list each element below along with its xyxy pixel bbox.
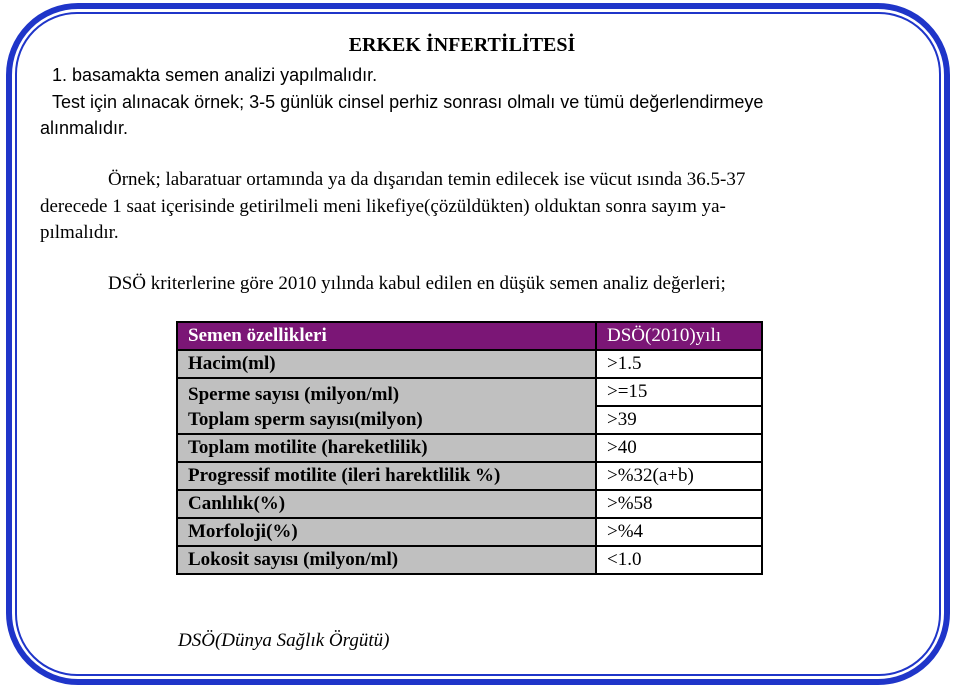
footnote: DSÖ(Dünya Sağlık Örgütü) [178,630,390,651]
row-label: Hacim(ml) [177,350,596,378]
table-row [177,518,762,546]
intro-line-1: 1. basamakta semen analizi yapılmalıdır. [52,65,378,85]
row-label: Morfoloji(%) [177,518,596,546]
row-label [177,378,596,434]
row-label-line: Toplam sperm sayısı(milyon) [188,409,423,430]
row-value: >=15 [596,378,762,406]
row-value: <1.0 [596,546,762,574]
table-row [177,434,762,462]
table-row [177,462,762,490]
sample-line-1: Örnek; labaratuar ortamında ya da dışarıdan temin edilecek ise vücut ısında 36.5-37 [108,169,746,190]
row-value: >39 [596,406,762,434]
row-label: Progressif motilite (ileri harektlilik %) [177,462,596,490]
row-label-line: Sperme sayısı (milyon/ml) [188,384,400,405]
page-title: ERKEK İNFERTİLİTESİ [348,34,576,56]
header-label: Semen özellikleri [177,322,596,350]
row-value: >%32(a+b) [596,462,762,490]
table-row [177,350,762,378]
row-value: >%4 [596,518,762,546]
table-row [177,490,762,518]
row-value: >1.5 [596,350,762,378]
semen-criteria-table [176,321,763,575]
sample-line-3: pılmalıdır. [40,222,119,243]
intro-line-2: Test için alınacak örnek; 3-5 günlük cinsel perhiz sonrası olmalı ve tümü değerlendirmeye [52,92,764,112]
row-value: >%58 [596,490,762,518]
table-row [177,546,762,574]
row-label: Lokosit sayısı (milyon/ml) [177,546,596,574]
table-row [177,378,762,406]
header-value: DSÖ(2010)yılı [596,322,762,350]
row-label: Canlılık(%) [177,490,596,518]
criteria-intro: DSÖ kriterlerine göre 2010 yılında kabul edilen en düşük semen analiz değerleri; [108,273,726,294]
row-label: Toplam motilite (hareketlilik) [177,434,596,462]
table-header-row [177,322,762,350]
row-value: >40 [596,434,762,462]
intro-line-3: alınmalıdır. [40,118,129,138]
sample-line-2: derecede 1 saat içerisinde getirilmeli meni likefiye(çözüldükten) olduktan sonra sayım ya- [40,196,726,217]
